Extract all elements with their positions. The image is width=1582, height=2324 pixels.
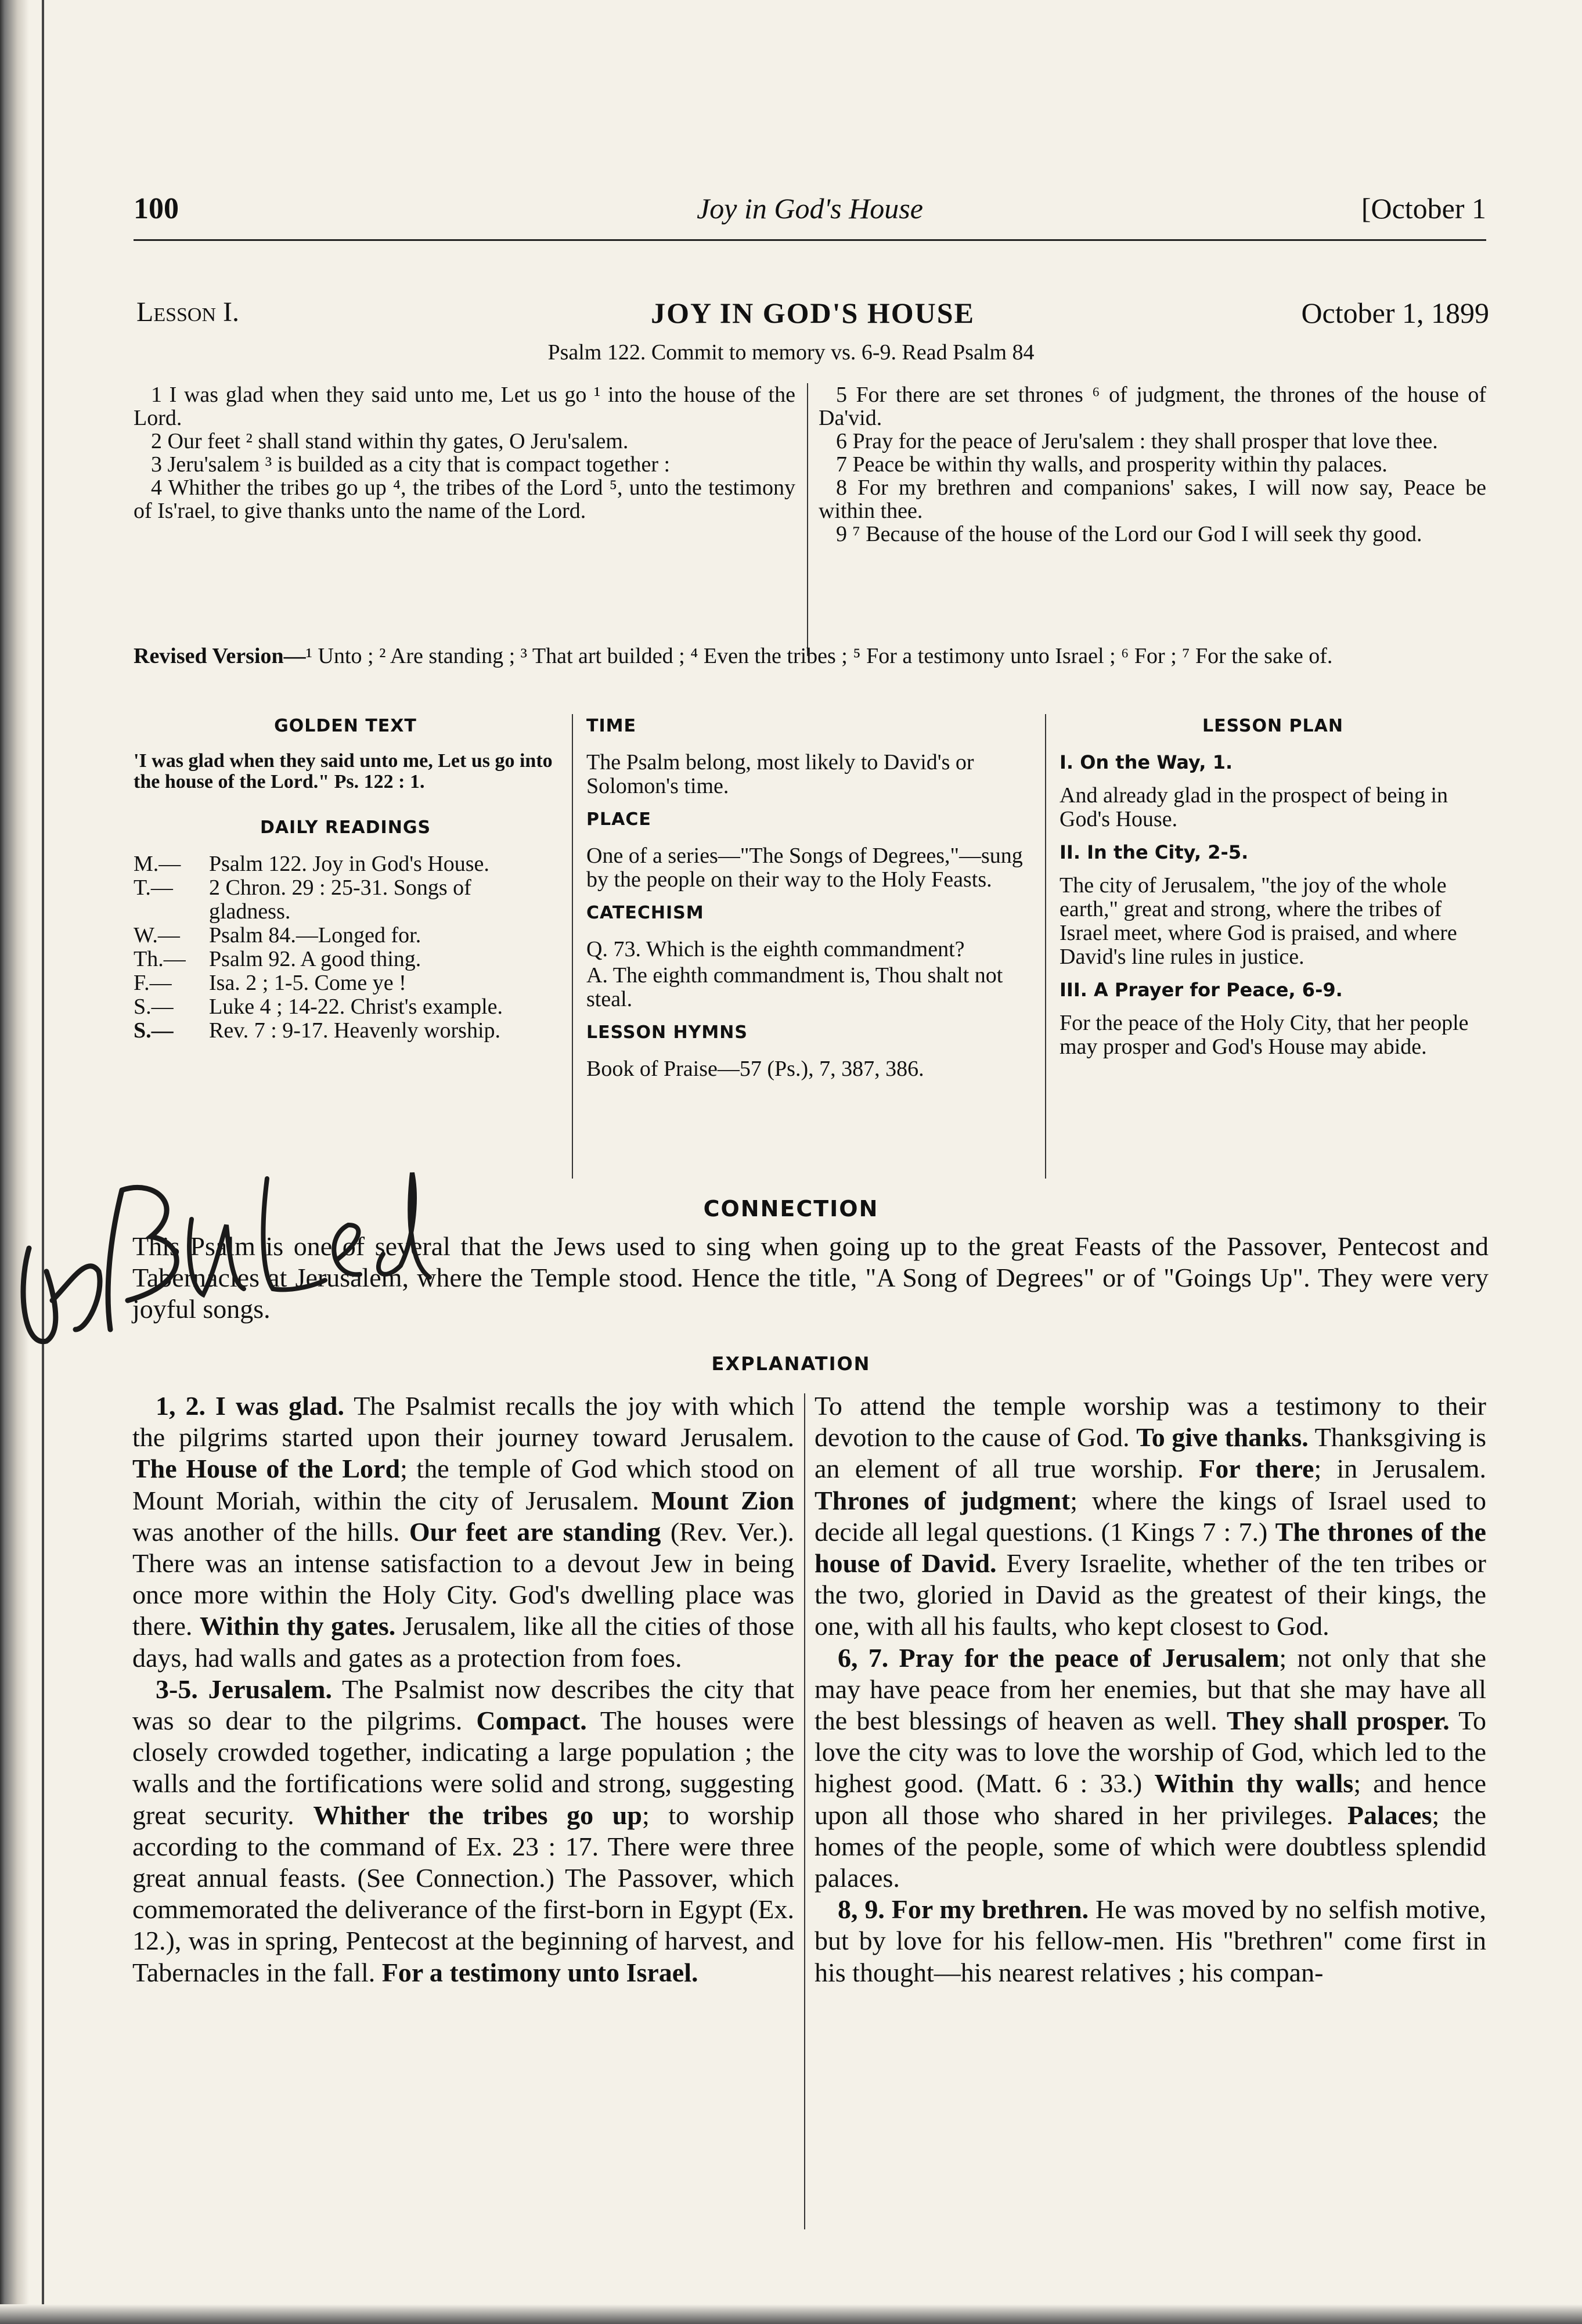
column-divider — [1045, 714, 1046, 1179]
running-date: [October 1 — [1361, 192, 1486, 225]
running-title: Joy in God's House — [697, 192, 923, 225]
revised-text: ¹ Unto ; ² Are standing ; ³ That art builded ; ⁴ Even the tribes ; ⁵ For a testimony unto Israel ; ⁶ For ; ⁷ For the sake of. — [305, 644, 1333, 668]
revised-label: Revised Version— — [134, 644, 306, 668]
explanation-right-column — [815, 1390, 1486, 1988]
hymns-text: Book of Praise—57 (Ps.), 7, 387, 386. — [586, 1057, 924, 1081]
connection-text: This Psalm is one of several that the Jews used to sing when going up to the great Feasts of the Passover, Pentecost and Tabernacles at Jerusalem, where the Temple stood. Hence the title, "A Song of Degrees" or of "Goings Up". They were very joyful songs. — [132, 1231, 1489, 1324]
verse-8: 8 For my brethren and companions' sakes, I will now say, Peace be within thee. — [819, 475, 1486, 523]
verse-1: 1 I was glad when they said unto me, Let us go ¹ into the house of the Lord. — [134, 383, 795, 430]
catechism-question: Q. 73. Which is the eighth commandment? — [586, 937, 965, 961]
daily-readings-heading: DAILY READINGS — [260, 817, 431, 838]
plan-item-text: And already glad in the prospect of being in God's House. — [1060, 783, 1448, 831]
hymns-heading: LESSON HYMNS — [586, 1022, 748, 1043]
bottom-edge — [0, 2304, 1582, 2324]
reading-item: W.— Psalm 84.—Longed for. — [134, 923, 421, 947]
reading-item: S.— Luke 4 ; 14-22. Christ's example. — [134, 995, 503, 1019]
catechism-answer: A. The eighth commandment is, Thou shalt not steal. — [586, 963, 1003, 1011]
lesson-title: JOY IN GOD'S HOUSE — [651, 297, 975, 329]
running-header — [134, 192, 1486, 238]
plan-item-title: II. In the City, 2-5. — [1060, 841, 1249, 863]
explanation-divider — [804, 1393, 805, 2229]
verse-9: 9 ⁷ Because of the house of the Lord our God I will seek thy good. — [836, 522, 1422, 546]
plan-item-text: The city of Jerusalem, "the joy of the whole earth," great and strong, where the tribes of Israel meet, where God is praised, and where David's line rules in justice. — [1060, 873, 1457, 969]
lesson-label: Lesson I. — [136, 297, 239, 327]
lesson-reference: Psalm 122. Commit to memory vs. 6-9. Read Psalm 84 — [547, 340, 1035, 365]
time-column — [586, 714, 1028, 1090]
golden-text: 'I was glad when they said unto me, Let us go into the house of the Lord." Ps. 122 : 1. — [134, 750, 553, 792]
reading-item: F.— Isa. 2 ; 1-5. Come ye ! — [134, 971, 406, 995]
place-heading: PLACE — [586, 809, 651, 830]
revised-version — [134, 644, 1486, 668]
plan-item-text: For the peace of the Holy City, that her people may prosper and God's House may abide. — [1060, 1011, 1469, 1059]
verse-2: 2 Our feet ² shall stand within thy gates, O Jeru'salem. — [151, 429, 629, 453]
explanation-paragraph: 1, 2. I was glad. The Psalmist recalls the joy with which the pilgrims started upon their journey toward Jerusalem. The House of the Lord; the temple of God which stood on Mount Moriah, within the city of Jerusalem. Mount Zion was another of the hills. Our feet are standing (Rev. Ver.). There was an intense satisfaction to a devout Jew in being once more within the Holy City. God's dwelling place was there. Within thy gates. Jerusalem, like all the cities of those days, had walls and gates as a protection from foes. — [132, 1391, 794, 1673]
lesson-plan-column — [1060, 714, 1486, 1068]
explanation-paragraph: 3-5. Jerusalem. The Psalmist now describes the city that was so dear to the pilgrims. Compact. The houses were closely crowded together, indicating a large population ; the walls and the fortifications were solid and strong, suggesting great security. Whither the tribes go up; to worship according to the command of Ex. 23 : 17. There were three great annual feasts. (See Connection.) The Passover, which commemorated the deliverance of the first-born in Egypt (Ex. 12.), was in spring, Pentecost at the beginning of harvest, and Tabernacles in the fall. For a testimony unto Israel. — [132, 1674, 795, 1987]
plan-item-title: III. A Prayer for Peace, 6-9. — [1060, 979, 1343, 1001]
golden-text-column — [134, 714, 557, 1043]
time-heading: TIME — [586, 716, 636, 736]
header-rule — [134, 239, 1486, 241]
verse-3: 3 Jeru'salem ³ is builded as a city that is compact together : — [151, 452, 671, 477]
handwritten-signature — [12, 1155, 453, 1364]
connection-heading: CONNECTION — [703, 1196, 879, 1222]
lesson-date: October 1, 1899 — [1301, 297, 1489, 329]
plan-item-title: I. On the Way, 1. — [1060, 751, 1233, 773]
verse-6: 6 Pray for the peace of Jeru'salem : they shall prosper that love thee. — [836, 429, 1438, 453]
explanation-paragraph: To attend the temple worship was a testimony to their devotion to the cause of God. To give thanks. Thanksgiving is an element of all true worship. For there; in Jerusalem. Thrones of judgment; where the kings of Israel used to decide all legal questions. (1 Kings 7 : 7.) The thrones of the house of David. Every Israelite, whether of the ten tribes or the two, gloried in David as the greatest of their kings, the one, with all his faults, who kept closest to God. — [815, 1391, 1487, 1641]
explanation-paragraph: 6, 7. Pray for the peace of Jerusalem; not only that she may have peace from her enemies, but that she may have all the best blessings of heaven as well. They shall prosper. To love the city was to love the worship of God, which led to the highest good. (Matt. 6 : 33.) Within thy walls; and hence upon all those who shared in her privileges. Palaces; the homes of the people, some of which were doubtless splendid palaces. — [815, 1642, 1486, 1893]
lesson-heading — [136, 296, 1489, 337]
reading-item: Th.— Psalm 92. A good thing. — [134, 947, 421, 971]
place-text: One of a series—"The Songs of Degrees,"—sung by the people on their way to the Holy Feasts. — [586, 844, 1023, 892]
verses-divider — [807, 383, 808, 656]
reading-item: M.— Psalm 122. Joy in God's House. — [134, 852, 489, 876]
verses-left-column — [134, 383, 795, 523]
time-text: The Psalm belong, most likely to David's or Solomon's time. — [586, 750, 974, 798]
verse-7: 7 Peace be within thy walls, and prosperity within thy palaces. — [836, 452, 1388, 477]
reading-item: S.— Rev. 7 : 9-17. Heavenly worship. — [134, 1018, 500, 1043]
explanation-left-column — [132, 1390, 794, 1988]
verse-4: 4 Whither the tribes go up ⁴, the tribes of the Lord ⁵, unto the testimony of Is'rael, to give thanks unto the name of the Lord. — [134, 475, 795, 523]
golden-text-heading: GOLDEN TEXT — [274, 716, 417, 736]
page-number: 100 — [134, 192, 179, 225]
lesson-plan-heading: LESSON PLAN — [1202, 716, 1343, 736]
column-divider — [572, 714, 573, 1179]
catechism-heading: CATECHISM — [586, 903, 704, 923]
explanation-paragraph: 8, 9. For my brethren. He was moved by no selfish motive, but by love for his fellow-men. His "brethren" come first in his thought—his nearest relatives ; his compan- — [815, 1894, 1487, 1987]
verse-5: 5 For there are set thrones ⁶ of judgment, the thrones of the house of Da'vid. — [819, 383, 1486, 430]
verses-right-column — [819, 383, 1486, 546]
explanation-heading: EXPLANATION — [711, 1353, 871, 1375]
reading-item: T.— 2 Chron. 29 : 25-31. Songs of gladness. — [134, 875, 471, 924]
